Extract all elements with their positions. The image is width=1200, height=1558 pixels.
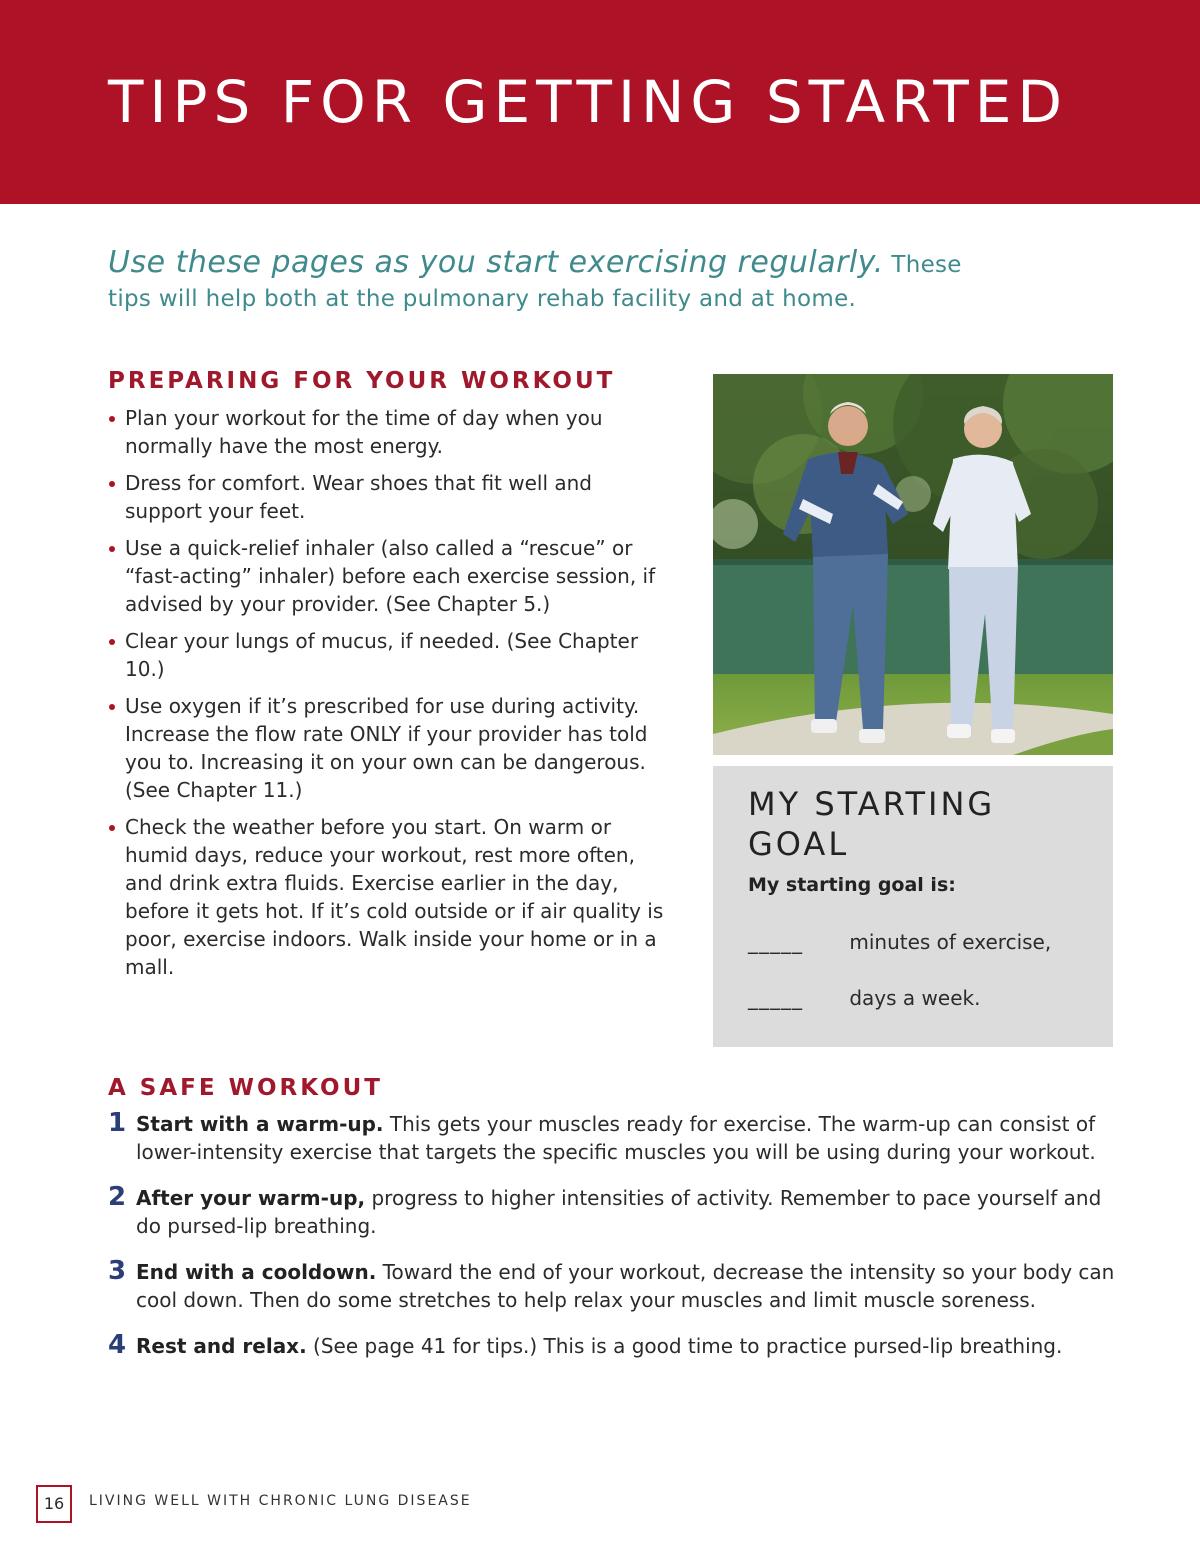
page-number: 16 <box>36 1485 72 1523</box>
step-item <box>108 1184 1118 1240</box>
goal-days-row <box>748 986 980 1010</box>
list-item-text: Use oxygen if it’s prescribed for use during activity. Increase the flow rate ONLY if your provider has told you to. Increasing it on your own can be dangerous. (See Chapter 11.) <box>125 694 648 802</box>
safe-workout-heading: A SAFE WORKOUT <box>108 1075 383 1101</box>
header-band <box>0 0 1200 204</box>
minutes-label: minutes of exercise, <box>849 930 1052 954</box>
intro-rest: These tips will help both at the pulmonary rehab facility and at home. <box>108 252 962 312</box>
list-item <box>108 627 668 683</box>
bullet-icon <box>109 825 115 831</box>
step-item <box>108 1332 1118 1360</box>
days-blank[interactable]: _____ <box>748 986 803 1010</box>
intro-lead: Use these pages as you start exercising regularly. <box>108 245 884 280</box>
step-number: 1 <box>108 1108 127 1138</box>
step-text: progress to higher intensities of activity. Remember to pace yourself and do pursed-lip breathing. <box>136 1186 1102 1238</box>
step-item <box>108 1110 1118 1166</box>
list-item-text: Plan your workout for the time of day when you normally have the most energy. <box>125 406 603 458</box>
step-text: (See page 41 for tips.) This is a good time to practice pursed-lip breathing. <box>306 1334 1063 1358</box>
starting-goal-box <box>713 766 1113 1047</box>
goal-subtitle: My starting goal is: <box>748 874 956 896</box>
intro-paragraph <box>108 246 1008 316</box>
list-item <box>108 813 668 981</box>
bullet-icon <box>109 704 115 710</box>
step-number: 3 <box>108 1256 127 1286</box>
list-item-text: Use a quick-relief inhaler (also called a “rescue” or “fast-acting” inhaler) before each exercise session, if advised by your provider. (See Chapter 5.) <box>125 536 656 616</box>
bullet-icon <box>109 639 115 645</box>
step-lead: Start with a warm-up. <box>136 1112 384 1136</box>
step-item <box>108 1258 1118 1314</box>
list-item-text: Clear your lungs of mucus, if needed. (See Chapter 10.) <box>125 629 639 681</box>
preparing-heading: PREPARING FOR YOUR WORKOUT <box>108 368 616 394</box>
bullet-icon <box>109 546 115 552</box>
minutes-blank[interactable]: _____ <box>748 930 803 954</box>
goal-title: MY STARTING GOAL <box>748 785 996 863</box>
days-label: days a week. <box>849 986 981 1010</box>
preparing-list <box>108 404 668 990</box>
step-lead: Rest and relax. <box>136 1334 307 1358</box>
step-lead: End with a cooldown. <box>136 1260 377 1284</box>
list-item <box>108 404 668 460</box>
page-title: TIPS FOR GETTING STARTED <box>108 68 1069 136</box>
list-item-text: Check the weather before you start. On warm or humid days, reduce your workout, rest more often, and drink extra fluids. Exercise earlier in the day, before it gets hot. If it’s cold outside or if air quality is poor, exercise indoors. Walk inside your home or in a mall. <box>125 815 664 979</box>
step-text: This gets your muscles ready for exercise. The warm-up can consist of lower-intensity exercise that targets the specific muscles you will be using during your workout. <box>136 1112 1096 1164</box>
list-item-text: Dress for comfort. Wear shoes that fit well and support your feet. <box>125 471 593 523</box>
list-item <box>108 469 668 525</box>
step-lead: After your warm-up, <box>136 1186 366 1210</box>
list-item <box>108 534 668 618</box>
step-number: 4 <box>108 1330 127 1360</box>
bullet-icon <box>109 416 115 422</box>
bullet-icon <box>109 481 115 487</box>
list-item <box>108 692 668 804</box>
walking-couple-photo <box>713 374 1113 755</box>
step-text: Toward the end of your workout, decrease the intensity so your body can cool down. Then do some stretches to help relax your muscles and limit muscle soreness. <box>136 1260 1115 1312</box>
book-title: LIVING WELL WITH CHRONIC LUNG DISEASE <box>89 1493 472 1509</box>
safe-workout-steps <box>108 1110 1118 1378</box>
goal-minutes-row <box>748 930 1051 954</box>
step-number: 2 <box>108 1182 127 1212</box>
